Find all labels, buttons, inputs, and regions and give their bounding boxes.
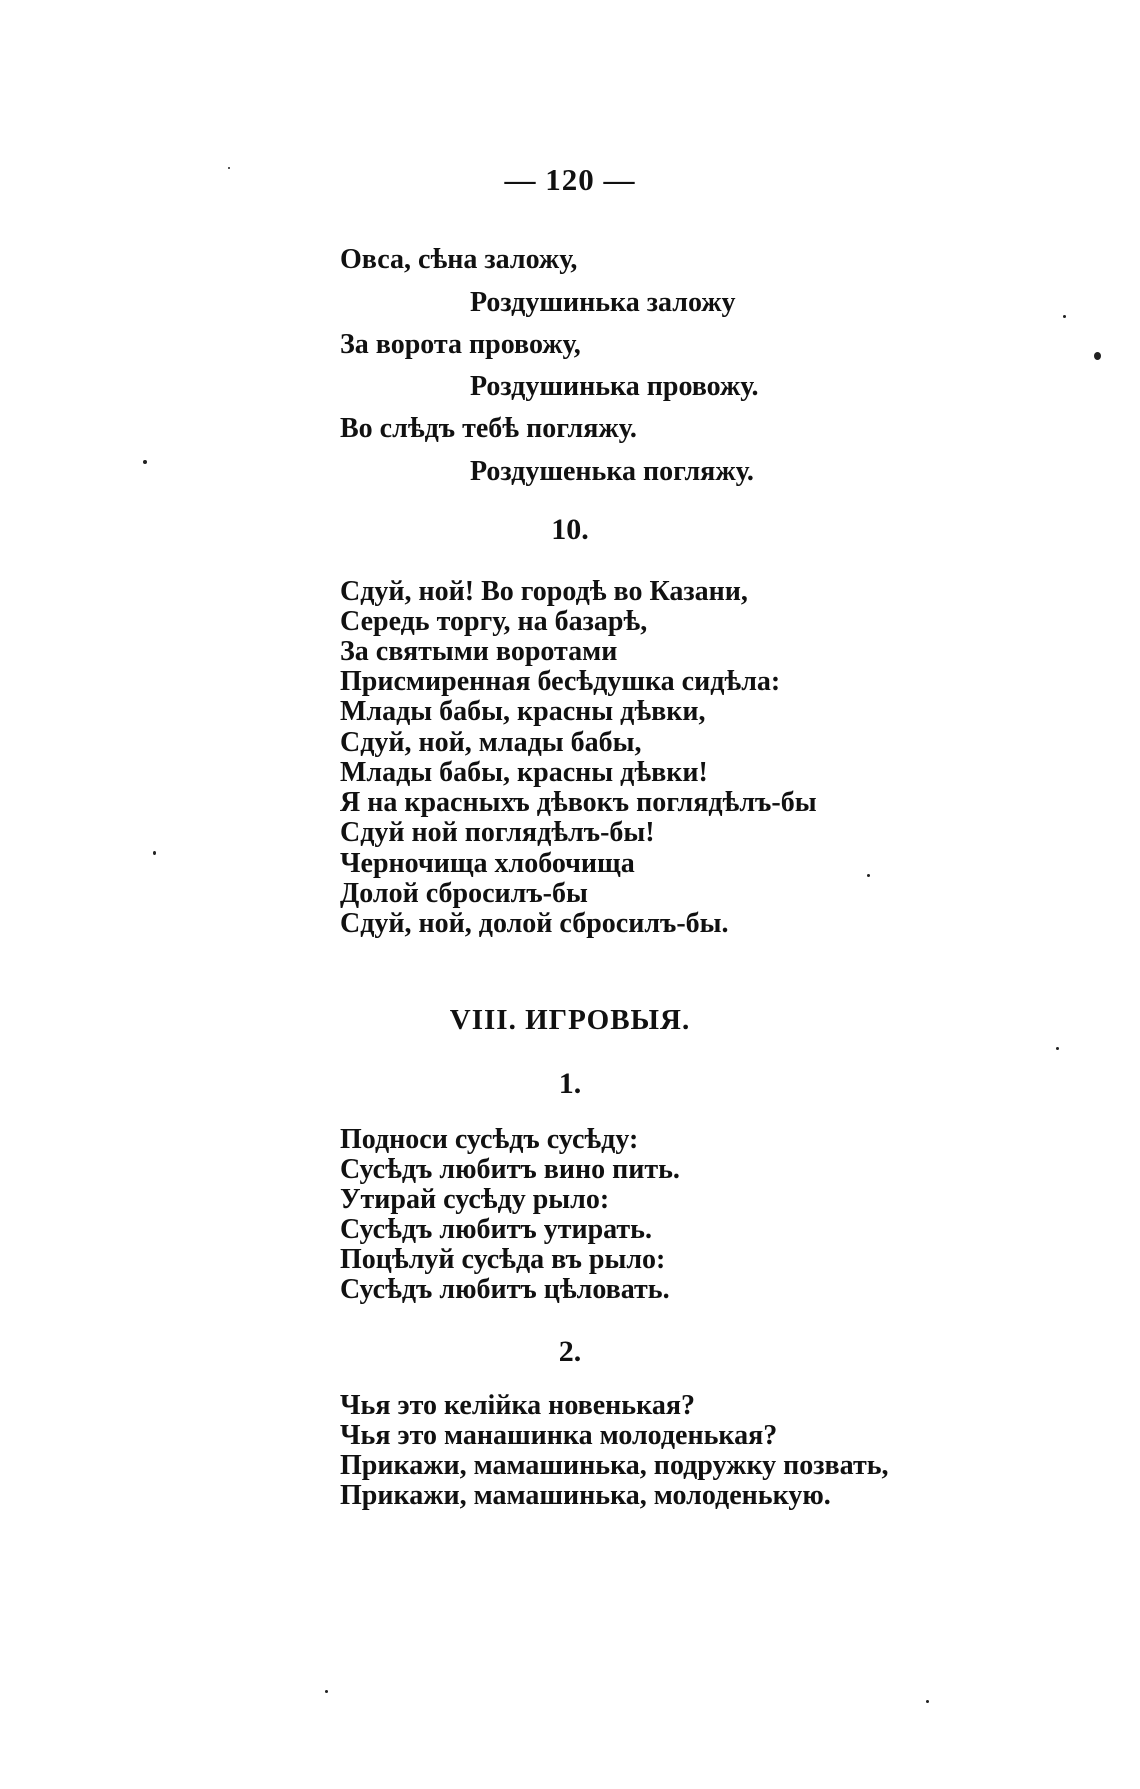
verse-line: Сдуй, ной, млады бабы, [340, 727, 642, 758]
verse-line: За святыми воротами [340, 636, 618, 667]
verse-line: Черночища хлобочища [340, 848, 635, 879]
verse-line: Прикажи, мамашинька, подружку позвать, [340, 1450, 889, 1481]
scan-speck [1094, 352, 1101, 360]
verse-line: Сусѣдъ любитъ утирать. [340, 1214, 652, 1245]
verse-line: Млады бабы, красны дѣвки, [340, 696, 706, 727]
scan-speck [153, 851, 156, 855]
verse-line: За ворота провожу, [340, 329, 581, 360]
verse-line: Сусѣдъ любитъ цѣловать. [340, 1274, 670, 1305]
song-number-heading: 2. [558, 1335, 582, 1368]
scan-speck [228, 167, 230, 169]
song-number-heading: 10. [551, 513, 589, 546]
song-number-heading: 1. [558, 1067, 582, 1100]
verse-line: Сдуй, ной, долой сбросилъ-бы. [340, 908, 729, 939]
verse-line: Присмиренная бесѣдушка сидѣла: [340, 666, 781, 697]
verse-line: Сдуй, ной! Во городѣ во Казани, [340, 576, 748, 607]
scan-speck [325, 1690, 328, 1693]
verse-line: Чья это манашинка молоденькая? [340, 1420, 778, 1451]
verse-line: Роздушинька провожу. [470, 371, 759, 402]
scan-speck [926, 1700, 929, 1703]
verse-line: Овса, сѣна заложу, [340, 244, 578, 275]
verse-line: Млады бабы, красны дѣвки! [340, 757, 708, 788]
verse-line: Роздушенька погляжу. [470, 456, 754, 487]
verse-line: Во слѣдъ тебѣ погляжу. [340, 413, 637, 444]
scan-speck [867, 874, 870, 877]
scan-speck [143, 460, 147, 464]
section-title: VIII. ИГРОВЫЯ. [449, 1004, 691, 1036]
verse-line: Я на красныхъ дѣвокъ поглядѣлъ-бы [340, 787, 817, 818]
verse-line: Чья это келійка новенькая? [340, 1390, 695, 1421]
verse-line: Сусѣдъ любитъ вино пить. [340, 1154, 680, 1185]
verse-line: Поцѣлуй сусѣда въ рыло: [340, 1244, 666, 1275]
scan-speck [1063, 315, 1066, 318]
verse-line: Сдуй ной поглядѣлъ-бы! [340, 817, 655, 848]
verse-line: Середь торгу, на базарѣ, [340, 606, 648, 637]
verse-line: Долой сбросилъ-бы [340, 878, 588, 909]
scan-speck [1056, 1047, 1059, 1050]
verse-line: Утирай сусѣду рыло: [340, 1184, 610, 1215]
page-number: — 120 — [504, 162, 636, 197]
verse-line: Прикажи, мамашинька, молоденькую. [340, 1480, 831, 1511]
verse-line: Подноси сусѣдъ сусѣду: [340, 1124, 639, 1155]
verse-line: Роздушинька заложу [470, 287, 736, 318]
